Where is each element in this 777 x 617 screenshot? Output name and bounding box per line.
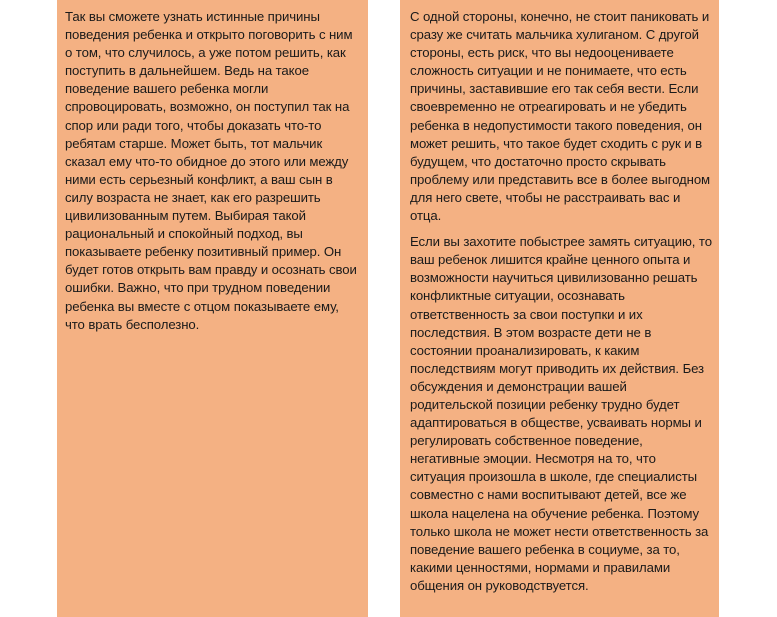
right-paragraph-2: Если вы захотите побыстрее замять ситуацию, то ваш ребенок лишится крайне ценного опыта и возможности научиться цивилизованно решать конфликтные ситуации, осознавать ответственность за свои поступки и их последствия. В этом возрасте дети не в состоянии проанализировать, к каким последствиям могут приводить их действия. Без обсуждения и демонстрации вашей родительской позиции ребенку трудно будет адаптироваться в обществе, усваивать нормы и регулировать собственное поведение, негативные эмоции. Несмотря на то, что ситуация произошла в школе, где специалисты совместно с нами воспитывают детей, все же школа нацелена на обучение ребенка. Поэтому только школа не может нести ответственность за поведение вашего ребенка в социуме, за то, какими ценностями, нормами и правилами общения он руководствуется. <box>410 234 712 593</box>
left-text-panel <box>57 0 368 617</box>
right-paragraph-1: С одной стороны, конечно, не стоит паниковать и сразу же считать мальчика хулиганом. С другой стороны, есть риск, что вы недооцениваете сложность ситуации и не понимаете, что есть причины, заставившие его так себя вести. Если своевременно не отреагировать и не убедить ребенка в недопустимости такого поведения, он может решить, что такое будет сходить с рук и в будущем, что достаточно просто скрывать проблему или представить все в более выгодном для него свете, чтобы не расстраивать вас и отца. <box>410 9 711 224</box>
left-paragraph: Так вы сможете узнать истинные причины поведения ребенка и открыто поговорить с ним о том, что случилось, а уже потом решить, как поступить в дальнейшем. Ведь на такое поведение вашего ребенка могли спровоцировать, возможно, он поступил так на спор или ради того, чтобы доказать что-то ребятам старше. Может быть, тот мальчик сказал ему что-то обидное до этого или между ними есть серьезный конфликт, а ваш сын в силу возраста не знает, как его разрешить цивилизованным путем. Выбирая такой рациональный и спокойный подход, вы показываете ребенку позитивный пример. Он будет готов открыть вам правду и осознать свои ошибки. Важно, что при трудном поведении ребенка вы вместе с отцом показываете ему, что врать бесполезно. <box>65 9 357 332</box>
right-text-panel <box>400 0 719 617</box>
